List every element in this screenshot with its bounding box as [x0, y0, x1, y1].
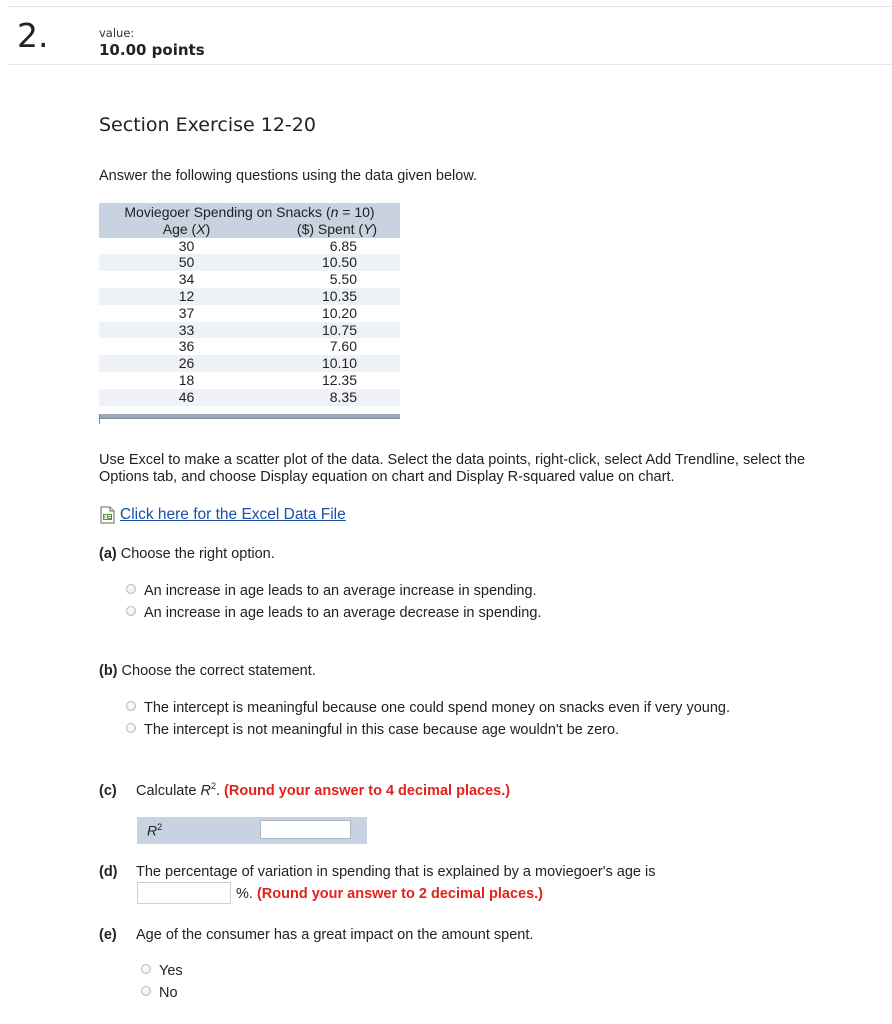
- part-b-label: (b): [99, 663, 118, 679]
- spent-cell: 10.50: [274, 254, 400, 271]
- r-squared-input[interactable]: [260, 820, 351, 839]
- part-e-text: Age of the consumer has a great impact on the amount spent.: [136, 927, 534, 943]
- spent-cell: 10.20: [321, 304, 357, 321]
- header-divider: [8, 64, 892, 65]
- part-b-option-2[interactable]: [126, 719, 730, 741]
- option-label: The intercept is not meaningful in this case because age wouldn't be zero.: [144, 722, 620, 738]
- spent-cell: 7.60: [329, 338, 357, 355]
- radio-button[interactable]: [126, 723, 136, 733]
- part-e-options: [141, 960, 183, 1004]
- radio-button[interactable]: [126, 701, 136, 711]
- points-value: 10.00 points: [99, 41, 205, 59]
- age-cell: 50: [99, 254, 274, 271]
- table-row: [99, 389, 400, 406]
- age-cell: 37: [178, 304, 195, 321]
- r-squared-answer-row: [137, 817, 367, 844]
- part-d-instruction: (Round your answer to 2 decimal places.): [256, 886, 543, 902]
- radio-button[interactable]: [141, 986, 151, 996]
- spent-cell: 10.10: [274, 355, 400, 372]
- r-squared-sup: 2: [157, 822, 163, 832]
- question-number: 2.: [17, 16, 49, 55]
- part-a-option-1[interactable]: [126, 580, 541, 602]
- part-c-instruction: (Round your answer to 4 decimal places.): [224, 782, 511, 799]
- part-a-options: [126, 580, 541, 624]
- part-c-prompt: [99, 781, 510, 799]
- col-x-prefix: Age (: [162, 220, 197, 237]
- option-label: No: [159, 985, 178, 1001]
- col-x-suffix: ): [205, 220, 211, 237]
- table-row: [99, 305, 400, 322]
- part-c-r-symbol: R: [200, 782, 211, 799]
- table-row: [99, 271, 400, 288]
- caption-n: n: [330, 204, 339, 220]
- spent-cell: 5.50: [329, 271, 357, 288]
- intro-text: Answer the following questions using the data given below.: [99, 168, 478, 184]
- part-a-label: (a): [99, 546, 117, 562]
- spent-cell: 6.85: [329, 237, 357, 254]
- col-x-var: X: [196, 220, 206, 237]
- col-y-prefix: ($) Spent (: [296, 220, 364, 237]
- part-b-prompt: [99, 663, 316, 679]
- table-row: [99, 254, 400, 271]
- table-caption-row: [99, 203, 400, 221]
- part-c-text-prefix: Calculate: [136, 782, 201, 799]
- option-label: Yes: [159, 963, 183, 979]
- table-row: [99, 288, 400, 305]
- part-d-label: (d): [99, 864, 118, 880]
- age-cell: 18: [178, 371, 195, 388]
- option-label: An increase in age leads to an average increase in spending.: [144, 583, 537, 599]
- percent-suffix: %.: [236, 886, 253, 902]
- table-row: [99, 238, 400, 255]
- table-footer-bar: [99, 414, 400, 419]
- table-row: [99, 322, 400, 339]
- part-d-suffix-row: [236, 886, 543, 902]
- part-b-text: Choose the correct statement.: [121, 663, 316, 679]
- age-cell: 34: [178, 271, 195, 288]
- age-cell: 12: [99, 288, 274, 305]
- r-squared-r: R: [147, 822, 158, 839]
- spent-cell: 8.35: [274, 389, 400, 406]
- part-c-r-sup: 2: [210, 781, 216, 791]
- spent-cell: 10.35: [274, 288, 400, 305]
- spent-cell: 12.35: [321, 371, 357, 388]
- excel-file-icon: [99, 506, 116, 524]
- excel-instructions: Use Excel to make a scatter plot of the data. Select the data points, right-click, select Add Trendline, select the Options tab, and choose Display equation on chart and Display R-squared value on chart.: [99, 452, 806, 485]
- column-header-spent: [274, 221, 400, 238]
- col-y-suffix: ): [372, 220, 378, 237]
- age-cell: 46: [99, 389, 274, 406]
- part-e-label: (e): [99, 927, 117, 943]
- age-cell: 26: [99, 355, 274, 372]
- percentage-input[interactable]: [137, 882, 231, 904]
- col-y-var: Y: [363, 220, 373, 237]
- section-title: Section Exercise 12-20: [99, 114, 316, 136]
- part-d-text: The percentage of variation in spending that is explained by a moviegoer's age is: [136, 864, 656, 880]
- spent-cell: 10.75: [274, 322, 400, 339]
- radio-button[interactable]: [126, 606, 136, 616]
- option-label: An increase in age leads to an average decrease in spending.: [144, 605, 542, 621]
- data-table: [99, 203, 400, 406]
- option-label: The intercept is meaningful because one could spend money on snacks even if very young.: [144, 700, 730, 716]
- excel-data-file-link[interactable]: Click here for the Excel Data File: [120, 506, 346, 523]
- part-a-option-2[interactable]: [126, 602, 541, 624]
- part-e-prompt: [99, 927, 533, 943]
- part-b-option-1[interactable]: [126, 697, 730, 719]
- table-caption: [99, 203, 400, 221]
- caption-prefix: Moviegoer Spending on Snacks (: [124, 204, 331, 220]
- table-header-row: [99, 221, 400, 238]
- radio-button[interactable]: [141, 964, 151, 974]
- radio-button[interactable]: [126, 584, 136, 594]
- table-footer-edge: [99, 414, 100, 424]
- part-a-prompt: [99, 546, 275, 562]
- table-row: [99, 355, 400, 372]
- part-e-option-no[interactable]: [141, 982, 183, 1004]
- value-label: value:: [99, 26, 135, 40]
- part-c-label: (c): [99, 782, 117, 799]
- part-a-text: Choose the right option.: [120, 546, 275, 562]
- part-c-text-suffix: .: [215, 782, 221, 799]
- age-cell: 36: [178, 338, 195, 355]
- top-divider: [8, 6, 892, 7]
- r-squared-label: [147, 822, 162, 839]
- part-d-prompt: [99, 864, 655, 880]
- table-row: [99, 338, 400, 355]
- age-cell: 33: [99, 322, 274, 339]
- table-row: [99, 372, 400, 389]
- caption-suffix: = 10): [338, 204, 375, 220]
- age-cell: 30: [178, 237, 195, 254]
- part-e-option-yes[interactable]: [141, 960, 183, 982]
- column-header-age: [99, 221, 274, 238]
- part-b-options: [126, 697, 730, 741]
- excel-file-link-row: [99, 506, 346, 524]
